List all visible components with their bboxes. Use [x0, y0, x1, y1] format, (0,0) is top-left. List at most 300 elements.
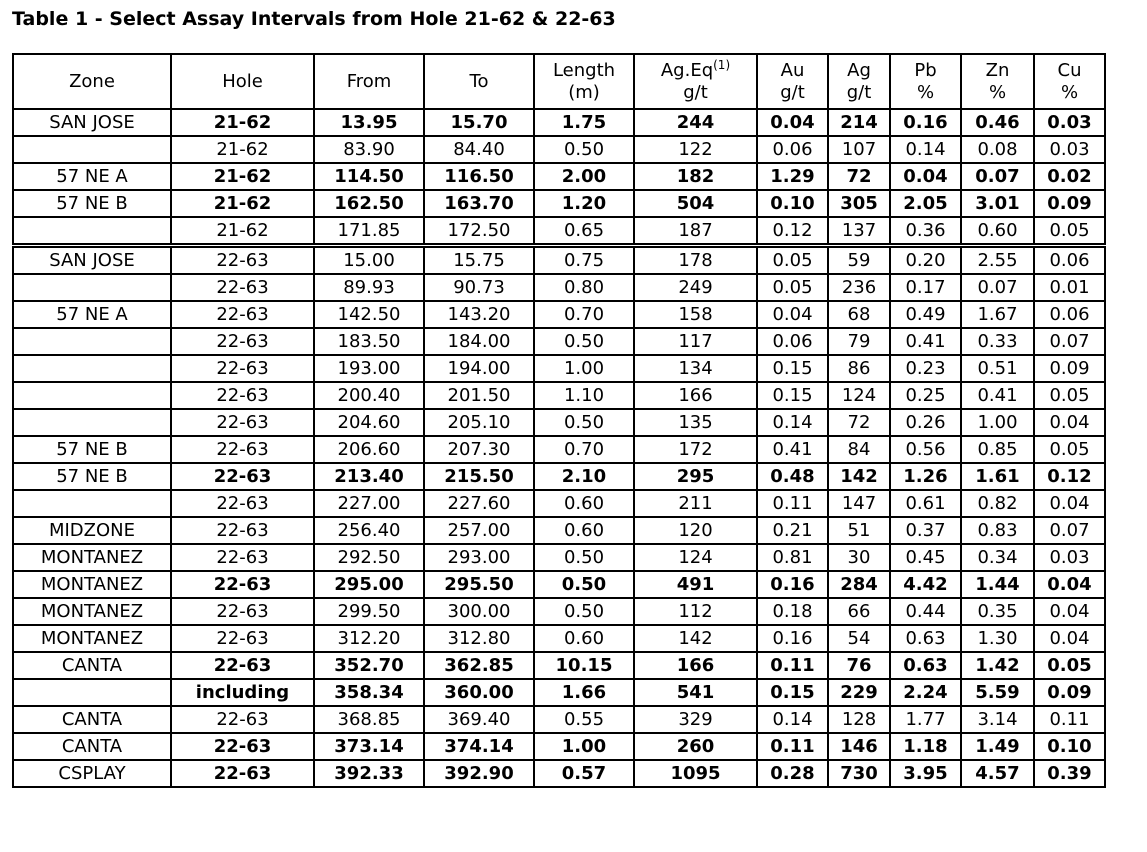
table-row — [13, 760, 1105, 787]
table-row — [13, 733, 1105, 760]
cell-au: 0.81 — [757, 544, 828, 571]
cell-pb: 0.16 — [890, 109, 961, 136]
cell-zn: 1.00 — [961, 409, 1034, 436]
cell-ag: 236 — [828, 274, 890, 301]
cell-pb: 0.26 — [890, 409, 961, 436]
cell-ag: 214 — [828, 109, 890, 136]
cell-from: 13.95 — [314, 109, 424, 136]
cell-zone: SAN JOSE — [13, 109, 171, 136]
table-row — [13, 463, 1105, 490]
cell-to: 163.70 — [424, 190, 534, 217]
cell-length: 0.50 — [534, 328, 634, 355]
cell-zn: 1.61 — [961, 463, 1034, 490]
table-row — [13, 652, 1105, 679]
cell-pb: 2.05 — [890, 190, 961, 217]
cell-zn: 0.35 — [961, 598, 1034, 625]
table-row — [13, 625, 1105, 652]
cell-ag: 142 — [828, 463, 890, 490]
cell-hole: 22-63 — [171, 652, 314, 679]
cell-hole: 22-63 — [171, 706, 314, 733]
cell-to: 360.00 — [424, 679, 534, 706]
cell-from: 373.14 — [314, 733, 424, 760]
cell-ag: 284 — [828, 571, 890, 598]
cell-pb: 0.63 — [890, 652, 961, 679]
cell-hole: 22-63 — [171, 328, 314, 355]
cell-ageq: 166 — [634, 382, 757, 409]
table-row — [13, 217, 1105, 246]
table-row — [13, 409, 1105, 436]
cell-cu: 0.12 — [1034, 463, 1105, 490]
cell-au: 0.48 — [757, 463, 828, 490]
cell-hole: 22-63 — [171, 544, 314, 571]
cell-zone: CANTA — [13, 652, 171, 679]
cell-au: 0.28 — [757, 760, 828, 787]
cell-zn: 2.55 — [961, 246, 1034, 275]
cell-pb: 0.20 — [890, 246, 961, 275]
cell-ag: 84 — [828, 436, 890, 463]
cell-zone: MIDZONE — [13, 517, 171, 544]
cell-zone — [13, 409, 171, 436]
cell-zone — [13, 679, 171, 706]
header-unit: % — [1060, 81, 1079, 103]
cell-length: 1.66 — [534, 679, 634, 706]
header-unit: % — [916, 81, 935, 103]
cell-pb: 0.37 — [890, 517, 961, 544]
header-label — [14, 71, 170, 93]
table-row — [13, 706, 1105, 733]
cell-zone: 57 NE A — [13, 163, 171, 190]
cell-from: 312.20 — [314, 625, 424, 652]
cell-hole: 22-63 — [171, 409, 314, 436]
cell-cu: 0.05 — [1034, 217, 1105, 246]
cell-zn: 4.57 — [961, 760, 1034, 787]
cell-ag: 59 — [828, 246, 890, 275]
cell-pb: 0.14 — [890, 136, 961, 163]
cell-from: 299.50 — [314, 598, 424, 625]
cell-zone: MONTANEZ — [13, 571, 171, 598]
cell-to: 15.75 — [424, 246, 534, 275]
table-row — [13, 490, 1105, 517]
cell-zone: CANTA — [13, 706, 171, 733]
cell-hole: 22-63 — [171, 274, 314, 301]
cell-ageq: 178 — [634, 246, 757, 275]
cell-zone: SAN JOSE — [13, 246, 171, 275]
cell-cu: 0.07 — [1034, 328, 1105, 355]
cell-length: 0.60 — [534, 517, 634, 544]
table-row — [13, 382, 1105, 409]
header-label — [829, 60, 889, 82]
cell-cu: 0.03 — [1034, 109, 1105, 136]
cell-au: 0.14 — [757, 409, 828, 436]
cell-from: 171.85 — [314, 217, 424, 246]
cell-zn: 3.01 — [961, 190, 1034, 217]
cell-pb: 0.36 — [890, 217, 961, 246]
cell-cu: 0.03 — [1034, 544, 1105, 571]
cell-to: 15.70 — [424, 109, 534, 136]
cell-cu: 0.09 — [1034, 190, 1105, 217]
cell-ageq: 491 — [634, 571, 757, 598]
cell-zn: 1.44 — [961, 571, 1034, 598]
cell-to: 257.00 — [424, 517, 534, 544]
table-row — [13, 355, 1105, 382]
header-text: Cu — [1057, 59, 1082, 81]
table-row — [13, 136, 1105, 163]
cell-to: 201.50 — [424, 382, 534, 409]
cell-ageq: 124 — [634, 544, 757, 571]
cell-from: 193.00 — [314, 355, 424, 382]
cell-au: 1.29 — [757, 163, 828, 190]
cell-ageq: 142 — [634, 625, 757, 652]
cell-pb: 0.41 — [890, 328, 961, 355]
header-pb — [890, 54, 961, 109]
cell-zone — [13, 490, 171, 517]
table-row — [13, 544, 1105, 571]
cell-ageq: 134 — [634, 355, 757, 382]
cell-to: 90.73 — [424, 274, 534, 301]
cell-au: 0.06 — [757, 136, 828, 163]
cell-to: 205.10 — [424, 409, 534, 436]
cell-cu: 0.10 — [1034, 733, 1105, 760]
cell-length: 0.55 — [534, 706, 634, 733]
header-label — [891, 60, 960, 82]
cell-au: 0.10 — [757, 190, 828, 217]
cell-cu: 0.06 — [1034, 301, 1105, 328]
cell-cu: 0.09 — [1034, 679, 1105, 706]
cell-ageq: 120 — [634, 517, 757, 544]
table-row — [13, 246, 1105, 275]
header-zone — [13, 54, 171, 109]
cell-length: 0.75 — [534, 246, 634, 275]
cell-hole: 22-63 — [171, 733, 314, 760]
cell-zn: 1.67 — [961, 301, 1034, 328]
cell-ag: 72 — [828, 163, 890, 190]
cell-zn: 1.30 — [961, 625, 1034, 652]
header-unit: % — [988, 81, 1007, 103]
cell-ageq: 135 — [634, 409, 757, 436]
cell-pb: 0.17 — [890, 274, 961, 301]
cell-ageq: 187 — [634, 217, 757, 246]
cell-length: 1.75 — [534, 109, 634, 136]
cell-to: 300.00 — [424, 598, 534, 625]
cell-length: 0.57 — [534, 760, 634, 787]
cell-ag: 86 — [828, 355, 890, 382]
cell-ag: 66 — [828, 598, 890, 625]
cell-length: 2.00 — [534, 163, 634, 190]
header-from — [314, 54, 424, 109]
cell-to: 227.60 — [424, 490, 534, 517]
cell-zone — [13, 355, 171, 382]
header-label — [635, 57, 756, 82]
cell-to: 143.20 — [424, 301, 534, 328]
header-cu — [1034, 54, 1105, 109]
cell-from: 15.00 — [314, 246, 424, 275]
cell-hole: 21-62 — [171, 217, 314, 246]
cell-cu: 0.04 — [1034, 409, 1105, 436]
cell-ag: 730 — [828, 760, 890, 787]
cell-length: 1.00 — [534, 355, 634, 382]
header-text: Length — [552, 59, 616, 81]
cell-au: 0.06 — [757, 328, 828, 355]
cell-zn: 0.41 — [961, 382, 1034, 409]
header-label — [758, 60, 827, 82]
cell-from: 392.33 — [314, 760, 424, 787]
cell-zone — [13, 136, 171, 163]
header-ag — [828, 54, 890, 109]
cell-zone: 57 NE A — [13, 301, 171, 328]
cell-hole: 22-63 — [171, 436, 314, 463]
cell-length: 0.50 — [534, 136, 634, 163]
cell-cu: 0.03 — [1034, 136, 1105, 163]
cell-length: 0.65 — [534, 217, 634, 246]
cell-ageq: 244 — [634, 109, 757, 136]
cell-ag: 107 — [828, 136, 890, 163]
cell-ageq: 211 — [634, 490, 757, 517]
cell-from: 206.60 — [314, 436, 424, 463]
table-row — [13, 571, 1105, 598]
cell-hole: 22-63 — [171, 246, 314, 275]
cell-to: 293.00 — [424, 544, 534, 571]
cell-ageq: 504 — [634, 190, 757, 217]
header-label — [962, 60, 1033, 82]
header-text: Pb — [914, 59, 937, 81]
cell-ageq: 117 — [634, 328, 757, 355]
cell-cu: 0.05 — [1034, 436, 1105, 463]
cell-zone — [13, 217, 171, 246]
table-row — [13, 274, 1105, 301]
cell-ag: 147 — [828, 490, 890, 517]
cell-ageq: 260 — [634, 733, 757, 760]
cell-from: 183.50 — [314, 328, 424, 355]
cell-pb: 0.23 — [890, 355, 961, 382]
table-title: Table 1 - Select Assay Intervals from Hole 21-62 & 22-63 — [12, 8, 616, 30]
cell-length: 0.50 — [534, 409, 634, 436]
cell-ageq: 182 — [634, 163, 757, 190]
cell-length: 0.50 — [534, 598, 634, 625]
cell-length: 1.00 — [534, 733, 634, 760]
cell-pb: 3.95 — [890, 760, 961, 787]
cell-length: 0.70 — [534, 436, 634, 463]
cell-au: 0.05 — [757, 274, 828, 301]
table-row — [13, 436, 1105, 463]
cell-zn: 0.51 — [961, 355, 1034, 382]
header-text: Ag.Eq — [660, 59, 714, 81]
cell-ageq: 166 — [634, 652, 757, 679]
table-row — [13, 517, 1105, 544]
cell-pb: 0.25 — [890, 382, 961, 409]
cell-au: 0.11 — [757, 490, 828, 517]
cell-ageq: 329 — [634, 706, 757, 733]
cell-zn: 0.82 — [961, 490, 1034, 517]
cell-hole: 22-63 — [171, 382, 314, 409]
header-unit: g/t — [846, 81, 872, 103]
cell-hole: 21-62 — [171, 163, 314, 190]
header-text: Zn — [985, 59, 1010, 81]
cell-from: 358.34 — [314, 679, 424, 706]
cell-from: 295.00 — [314, 571, 424, 598]
header-text: Ag — [847, 59, 871, 81]
cell-zn: 0.85 — [961, 436, 1034, 463]
header-text: Au — [780, 59, 805, 81]
cell-hole: 21-62 — [171, 109, 314, 136]
cell-length: 0.60 — [534, 490, 634, 517]
cell-pb: 2.24 — [890, 679, 961, 706]
cell-from: 142.50 — [314, 301, 424, 328]
cell-pb: 0.49 — [890, 301, 961, 328]
cell-to: 207.30 — [424, 436, 534, 463]
header-label — [1035, 60, 1104, 82]
header-unit: g/t — [683, 81, 708, 103]
cell-to: 116.50 — [424, 163, 534, 190]
assay-table — [12, 53, 1106, 788]
cell-from: 114.50 — [314, 163, 424, 190]
cell-hole: 22-63 — [171, 463, 314, 490]
cell-hole: 22-63 — [171, 517, 314, 544]
cell-length: 0.80 — [534, 274, 634, 301]
cell-zone: 57 NE B — [13, 190, 171, 217]
cell-zn: 1.49 — [961, 733, 1034, 760]
cell-from: 200.40 — [314, 382, 424, 409]
cell-cu: 0.05 — [1034, 382, 1105, 409]
header-text: Hole — [222, 70, 263, 92]
cell-from: 162.50 — [314, 190, 424, 217]
cell-zone — [13, 274, 171, 301]
cell-zone: MONTANEZ — [13, 625, 171, 652]
cell-hole: 21-62 — [171, 190, 314, 217]
cell-from: 204.60 — [314, 409, 424, 436]
cell-hole: 22-63 — [171, 760, 314, 787]
cell-cu: 0.06 — [1034, 246, 1105, 275]
cell-zn: 3.14 — [961, 706, 1034, 733]
cell-pb: 1.77 — [890, 706, 961, 733]
cell-pb: 0.56 — [890, 436, 961, 463]
cell-au: 0.15 — [757, 355, 828, 382]
cell-au: 0.16 — [757, 571, 828, 598]
cell-zn: 0.07 — [961, 274, 1034, 301]
cell-zn: 0.46 — [961, 109, 1034, 136]
header-to — [424, 54, 534, 109]
cell-hole: 22-63 — [171, 625, 314, 652]
cell-to: 295.50 — [424, 571, 534, 598]
cell-au: 0.18 — [757, 598, 828, 625]
cell-au: 0.16 — [757, 625, 828, 652]
cell-cu: 0.04 — [1034, 490, 1105, 517]
cell-from: 213.40 — [314, 463, 424, 490]
cell-ag: 30 — [828, 544, 890, 571]
cell-ageq: 1095 — [634, 760, 757, 787]
cell-to: 184.00 — [424, 328, 534, 355]
cell-hole: 22-63 — [171, 301, 314, 328]
cell-ageq: 158 — [634, 301, 757, 328]
cell-hole: 21-62 — [171, 136, 314, 163]
cell-length: 1.20 — [534, 190, 634, 217]
cell-length: 0.70 — [534, 301, 634, 328]
cell-zn: 1.42 — [961, 652, 1034, 679]
table-row — [13, 679, 1105, 706]
cell-au: 0.04 — [757, 301, 828, 328]
cell-from: 83.90 — [314, 136, 424, 163]
cell-from: 368.85 — [314, 706, 424, 733]
header-row — [13, 54, 1105, 109]
cell-ageq: 541 — [634, 679, 757, 706]
cell-pb: 1.26 — [890, 463, 961, 490]
cell-cu: 0.02 — [1034, 163, 1105, 190]
cell-ageq: 122 — [634, 136, 757, 163]
cell-zone — [13, 382, 171, 409]
cell-from: 352.70 — [314, 652, 424, 679]
cell-au: 0.15 — [757, 679, 828, 706]
cell-to: 369.40 — [424, 706, 534, 733]
cell-length: 0.60 — [534, 625, 634, 652]
cell-au: 0.12 — [757, 217, 828, 246]
cell-au: 0.11 — [757, 733, 828, 760]
cell-ageq: 249 — [634, 274, 757, 301]
cell-cu: 0.01 — [1034, 274, 1105, 301]
cell-hole: 22-63 — [171, 598, 314, 625]
cell-pb: 0.63 — [890, 625, 961, 652]
header-hole — [171, 54, 314, 109]
cell-hole: 22-63 — [171, 355, 314, 382]
cell-from: 89.93 — [314, 274, 424, 301]
cell-to: 374.14 — [424, 733, 534, 760]
cell-from: 227.00 — [314, 490, 424, 517]
header-label — [535, 60, 633, 82]
cell-ageq: 295 — [634, 463, 757, 490]
cell-cu: 0.04 — [1034, 571, 1105, 598]
cell-ag: 54 — [828, 625, 890, 652]
cell-zone: 57 NE B — [13, 436, 171, 463]
cell-zn: 0.07 — [961, 163, 1034, 190]
cell-pb: 0.44 — [890, 598, 961, 625]
cell-hole: 22-63 — [171, 571, 314, 598]
cell-to: 215.50 — [424, 463, 534, 490]
header-label — [425, 71, 533, 93]
cell-zn: 5.59 — [961, 679, 1034, 706]
header-length — [534, 54, 634, 109]
cell-to: 172.50 — [424, 217, 534, 246]
footnote-marker: (1) — [713, 57, 731, 72]
header-unit: (m) — [568, 81, 600, 103]
cell-au: 0.04 — [757, 109, 828, 136]
cell-ag: 68 — [828, 301, 890, 328]
cell-to: 312.80 — [424, 625, 534, 652]
cell-au: 0.41 — [757, 436, 828, 463]
header-text: From — [346, 70, 392, 92]
cell-pb: 4.42 — [890, 571, 961, 598]
cell-cu: 0.11 — [1034, 706, 1105, 733]
cell-cu: 0.04 — [1034, 598, 1105, 625]
cell-cu: 0.39 — [1034, 760, 1105, 787]
cell-ag: 124 — [828, 382, 890, 409]
cell-ageq: 172 — [634, 436, 757, 463]
cell-pb: 0.45 — [890, 544, 961, 571]
table-row — [13, 190, 1105, 217]
table-row — [13, 598, 1105, 625]
cell-cu: 0.05 — [1034, 652, 1105, 679]
cell-au: 0.05 — [757, 246, 828, 275]
cell-ag: 51 — [828, 517, 890, 544]
header-ageq — [634, 54, 757, 109]
header-label — [315, 71, 423, 93]
cell-cu: 0.07 — [1034, 517, 1105, 544]
header-unit: g/t — [780, 81, 805, 103]
table-row — [13, 301, 1105, 328]
cell-to: 194.00 — [424, 355, 534, 382]
cell-zone: MONTANEZ — [13, 544, 171, 571]
cell-length: 2.10 — [534, 463, 634, 490]
cell-from: 256.40 — [314, 517, 424, 544]
cell-ag: 305 — [828, 190, 890, 217]
cell-ag: 128 — [828, 706, 890, 733]
